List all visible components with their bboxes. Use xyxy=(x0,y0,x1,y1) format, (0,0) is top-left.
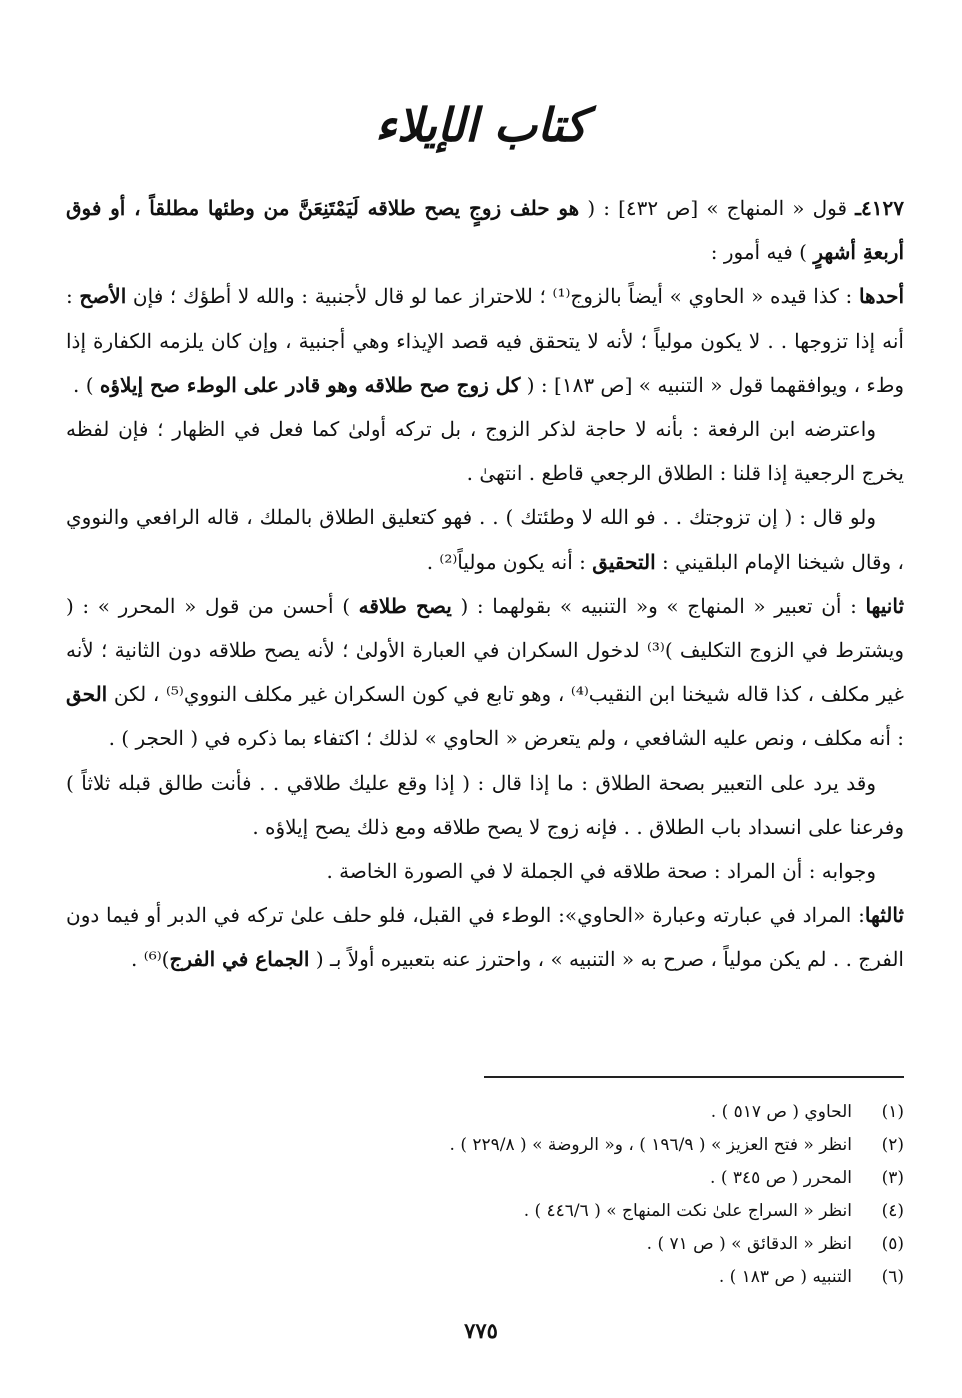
main-text xyxy=(66,186,904,982)
footnote-number: (٤) xyxy=(881,1201,904,1221)
text-segment: وجوابه : أن المراد : صحة طلاقه في الجملة لا في الصورة الخاصة . xyxy=(326,859,876,884)
text-segment: : أنه يكون مولياً⁽²⁾ . xyxy=(426,549,593,574)
paragraph xyxy=(66,584,904,761)
footnote xyxy=(66,1195,904,1228)
footnote-text: المحرر ( ص ٣٤٥ ) . xyxy=(710,1168,852,1188)
text-segment: : كذا قيده « الحاوي » أيضاً بالزوج⁽¹⁾ ؛ للاحتراز عما لو قال لأجنبية : والله لا أطؤك ؛ فإن xyxy=(126,284,859,309)
page-number: ٧٧٥ xyxy=(464,1318,498,1343)
bold-text: الجماع في الفرج xyxy=(169,947,310,972)
footnote xyxy=(66,1129,904,1162)
footnotes xyxy=(66,1096,904,1294)
bold-text: ثانيها xyxy=(865,593,905,618)
paragraph xyxy=(66,495,904,583)
footnote xyxy=(66,1162,904,1195)
footnote-text: انظر « فتح العزيز » ( ١٩٦/٩ ) ، و« الروضة » ( ٢٢٩/٨ ) . xyxy=(449,1135,852,1155)
paragraph xyxy=(66,407,904,495)
text-segment: : أنه مكلف ، ونص عليه الشافعي ، ولم يتعرض « الحاوي » لذلك ؛ اكتفاء بما ذكره في ( الحجر ) . xyxy=(108,726,904,751)
text-segment: )⁽⁶⁾ . xyxy=(131,947,170,972)
footnote xyxy=(66,1096,904,1129)
paragraph xyxy=(66,761,904,849)
footnote-text: انظر « السراج علىٰ نكت المنهاج » ( ٤٤٦/٦ ) . xyxy=(523,1201,852,1221)
bold-text: التحقيق xyxy=(592,549,656,574)
text-segment: قول « المنهاج » [ص ٤٣٢] : ( xyxy=(579,196,856,220)
paragraph xyxy=(66,849,904,893)
text-segment: واعترضه ابن الرفعة : بأنه لا حاجة لذكر الزوج ، بل تركه أولىٰ كما فعل في الظهار ؛ فإن لفظه يخرج الرجعية إذا قلنا : الطلاق الرجعي قاطع . انتهىٰ . xyxy=(66,417,904,486)
bold-text: كل زوج صح طلاقه وهو قادر على الوطء صح إيلاؤه xyxy=(99,372,521,397)
paragraph xyxy=(66,274,904,407)
bold-text: ثالثها xyxy=(864,903,904,928)
footnote-number: (١) xyxy=(881,1102,904,1122)
chapter-title: كتاب الإيلاء xyxy=(375,98,587,152)
footnote-text: الحاوي ( ص ٥١٧ ) . xyxy=(710,1102,852,1122)
text-segment: : أن تعبير « المنهاج » و« التنبيه » بقولهما : ( xyxy=(451,593,866,618)
footnote-number: (٦) xyxy=(881,1267,904,1287)
bold-text: الحق xyxy=(66,682,108,707)
footnote xyxy=(66,1261,904,1294)
paragraph xyxy=(66,893,904,981)
paragraph xyxy=(66,186,904,274)
bold-text: أحدها xyxy=(858,284,904,309)
footnote-number: (٥) xyxy=(881,1234,904,1254)
footnote-number: (٣) xyxy=(881,1168,904,1188)
text-segment: : المراد في عبارته وعبارة «الحاوي»: الوطء في القبل، فلو حلف علىٰ تركه في الدبر أو فيما دون الفرج . . لم يكن مولياً ، صرح به « التنبيه » ، واحترز عنه بتعبيره أولاً بـ ( xyxy=(66,903,904,972)
bold-text: الأصح xyxy=(79,284,127,309)
footnote xyxy=(66,1228,904,1261)
footnote-number: (٢) xyxy=(881,1135,904,1155)
text-segment: : أنه إذا تزوجها . . لا يكون مولياً ؛ لأنه لا يتحقق فيه قصد الإيذاء وهي أجنبية ، وإن كان يلزمه الكفارة إذا وطء ، ويوافقهما قول « التنبيه » [ص ١٨٣] : ( xyxy=(66,284,904,397)
footnote-text: انظر « الدقائق » ( ص ٧١ ) . xyxy=(646,1234,852,1254)
bold-text: هو حلف زوجٍ يصح طلاقه لَيَمْتَنِعَنَّ من وطئها مطلقاً ، أو فوق أربعةِ أشهرٍ xyxy=(66,196,904,265)
text-segment: وقد يرد على التعبير بصحة الطلاق : ما إذا قال : ( إذا وقع عليك طلاقي . . فأنت طالق قبله ثلاثاً ) وفرعنا على انسداد باب الطلاق . . فإنه زوج لا يصح طلاقه ومع ذلك يصح إيلاؤه . xyxy=(66,770,904,839)
text-segment: ) فيه أمور : xyxy=(710,240,814,265)
bold-text: يصح طلاقه xyxy=(358,593,452,618)
footnote-text: التنبيه ( ص ١٨٣ ) . xyxy=(718,1267,852,1287)
footnote-separator xyxy=(484,1076,904,1078)
text-segment: ) . xyxy=(72,372,100,397)
bold-text: ٤١٢٧ـ xyxy=(855,196,904,220)
text-segment: ) أحسن من قول « المحرر » : ( ويشترط في الزوج التكليف )⁽³⁾ لدخول السكران في العبارة الأولىٰ ؛ لأنه يصح طلاقه دون الثانية ؛ لأنه غير مكلف ، كذا قاله شيخنا ابن النقيب⁽⁴⁾ ، وهو تابع في كون السكران غير مكلف النووي⁽⁵⁾ ، لكن xyxy=(66,593,904,707)
text-segment: ولو قال : ( إن تزوجتك . . فو الله لا وطئتك ) . . فهو كتعليق الطلاق بالملك ، قاله الرافعي والنووي ، وقال شيخنا الإمام البلقيني : xyxy=(66,505,904,574)
